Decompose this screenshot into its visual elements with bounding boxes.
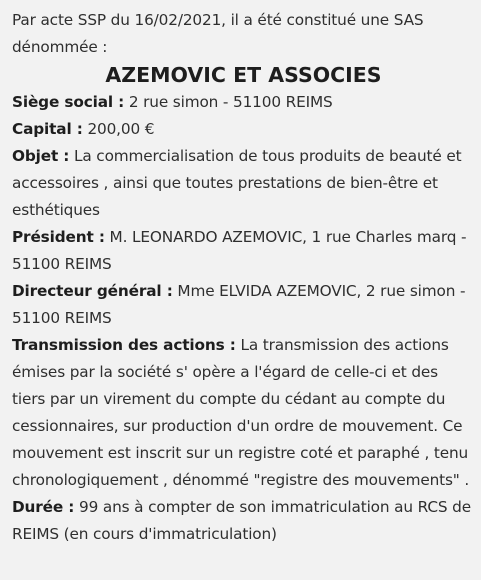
field-label: Président : bbox=[12, 228, 105, 246]
field-label: Siège social : bbox=[12, 93, 125, 111]
notice-intro: Par acte SSP du 16/02/2021, il a été constitué une SAS dénommée : bbox=[12, 11, 424, 56]
field-label: Durée : bbox=[12, 498, 75, 516]
field-president bbox=[12, 224, 475, 278]
field-value: La commercialisation de tous produits de beauté et accessoires , ainsi que toutes prestations de bien-être et esthétiques bbox=[12, 147, 462, 219]
field-capital bbox=[12, 116, 475, 143]
field-objet bbox=[12, 143, 475, 224]
field-value: 99 ans à compter de son immatriculation au RCS de REIMS (en cours d'immatriculation) bbox=[12, 498, 471, 543]
field-directeur-general bbox=[12, 278, 475, 332]
company-name: AZEMOVIC ET ASSOCIES bbox=[105, 63, 382, 87]
field-siege-social bbox=[12, 89, 475, 116]
field-label: Directeur général : bbox=[12, 282, 173, 300]
field-label: Transmission des actions : bbox=[12, 336, 236, 354]
field-value: 200,00 € bbox=[87, 120, 155, 138]
field-value: 2 rue simon - 51100 REIMS bbox=[128, 93, 333, 111]
field-label: Objet : bbox=[12, 147, 70, 165]
field-value: Mme ELVIDA AZEMOVIC, 2 rue simon - 51100 REIMS bbox=[12, 282, 466, 327]
field-value: La transmission des actions émises par la société s' opère a l'égard de celle-ci et des tiers par un virement du compte du cédant au compte du cessionnaires, sur production d'un ordre de mouvement. Ce mouvement est inscrit sur un registre coté et paraphé , tenu chronologiquement , dénommé "registre des mouvements" . bbox=[12, 336, 470, 489]
field-transmission-actions bbox=[12, 332, 475, 494]
field-duree bbox=[12, 494, 475, 548]
field-label: Capital : bbox=[12, 120, 83, 138]
field-value: M. LEONARDO AZEMOVIC, 1 rue Charles marq - 51100 REIMS bbox=[12, 228, 467, 273]
